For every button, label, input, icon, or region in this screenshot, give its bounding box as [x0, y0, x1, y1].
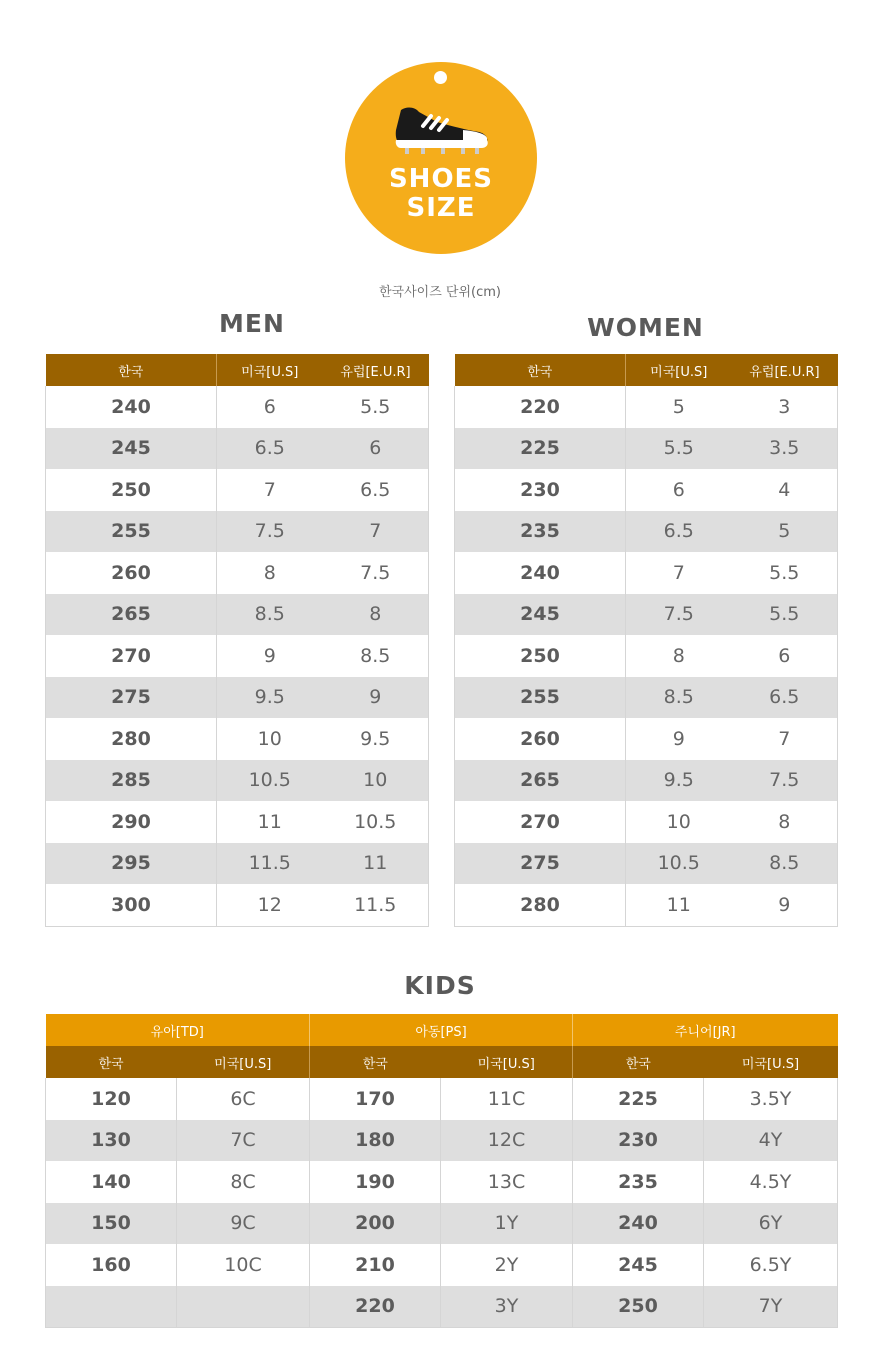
women-cell: 8.5 — [732, 843, 838, 885]
kids-size-row — [46, 1161, 838, 1203]
men-cell: 265 — [46, 594, 217, 636]
women-size-row — [455, 760, 838, 802]
men-size-row — [46, 843, 429, 885]
kids-cell: 2Y — [441, 1244, 573, 1286]
women-cell: 9 — [672, 727, 685, 750]
women-cell: 8.5 — [626, 677, 732, 719]
women-cell: 7 — [732, 718, 838, 760]
badge-title-line2: SIZE — [406, 193, 476, 223]
men-cell: 6.5 — [217, 428, 323, 470]
soccer-cleat-icon — [393, 104, 491, 156]
women-size-table — [454, 354, 838, 927]
men-size-row — [46, 760, 429, 802]
kids-cell: 13C — [441, 1161, 573, 1203]
women-cell: 5.5 — [732, 552, 838, 594]
men-cell: 12 — [217, 884, 323, 926]
kids-cell: 180 — [310, 1120, 441, 1162]
kids-cell: 160 — [46, 1244, 177, 1286]
kids-cell: 210 — [310, 1244, 441, 1286]
kids-header: 한국 — [573, 1046, 704, 1078]
men-cell: 10.5 — [323, 801, 429, 843]
women-cell: 225 — [455, 428, 626, 470]
men-cell: 6 — [263, 395, 276, 418]
women-cell: 11 — [626, 884, 732, 926]
women-cell: 7.5 — [626, 594, 732, 636]
women-size-row — [455, 843, 838, 885]
kids-cell: 130 — [46, 1120, 177, 1162]
men-size-row — [46, 677, 429, 719]
men-size-row — [46, 469, 429, 511]
women-size-row — [455, 884, 838, 926]
kids-size-table — [45, 1014, 838, 1328]
women-size-row — [455, 428, 838, 470]
women-cell: 6.5 — [732, 677, 838, 719]
kids-cell: 7Y — [704, 1286, 838, 1328]
kids-cell: 230 — [573, 1120, 704, 1162]
kids-cell: 8C — [177, 1161, 310, 1203]
women-size-row — [455, 552, 838, 594]
kids-cell: 120 — [46, 1078, 177, 1120]
men-cell: 255 — [46, 511, 217, 553]
men-cell: 275 — [46, 677, 217, 719]
men-cell: 8 — [323, 594, 429, 636]
badge-title-line1: SHOES — [388, 164, 494, 194]
women-cell: 235 — [455, 511, 626, 553]
men-size-row — [46, 718, 429, 760]
men-cell: 270 — [46, 635, 217, 677]
women-header-2: 유럽[E.U.R] — [732, 354, 838, 386]
men-size-row — [46, 635, 429, 677]
kids-size-row — [46, 1078, 838, 1120]
men-cell: 9 — [323, 677, 429, 719]
women-cell: 245 — [455, 594, 626, 636]
kids-cell: 7C — [177, 1120, 310, 1162]
women-cell: 8 — [672, 644, 685, 667]
women-cell: 3.5 — [732, 428, 838, 470]
kids-cell: 4Y — [704, 1120, 838, 1162]
kids-cell: 6.5Y — [704, 1244, 838, 1286]
men-cell: 240 — [46, 386, 217, 428]
women-cell: 5 — [672, 395, 685, 418]
kids-cell: 170 — [310, 1078, 441, 1120]
women-size-row — [455, 386, 838, 428]
men-header-0: 한국 — [46, 354, 217, 386]
women-cell: 3 — [732, 386, 838, 428]
kids-cell: 4.5Y — [704, 1161, 838, 1203]
women-cell: 5 — [732, 511, 838, 553]
women-cell: 220 — [455, 386, 626, 428]
women-cell: 10.5 — [626, 843, 732, 885]
women-cell: 5.5 — [626, 428, 732, 470]
women-cell: 6 — [672, 478, 685, 501]
men-cell: 245 — [46, 428, 217, 470]
kids-cell: 3Y — [441, 1286, 573, 1328]
men-size-row — [46, 594, 429, 636]
men-cell: 10.5 — [217, 760, 323, 802]
men-header-1: 미국[U.S] — [217, 354, 323, 386]
kids-cell: 245 — [573, 1244, 704, 1286]
kids-cell — [177, 1286, 310, 1328]
women-cell: 6 — [732, 635, 838, 677]
kids-header: 미국[U.S] — [177, 1046, 310, 1078]
women-cell: 5.5 — [732, 594, 838, 636]
kids-cell — [46, 1286, 177, 1328]
kids-cell: 12C — [441, 1120, 573, 1162]
men-cell: 10 — [323, 760, 429, 802]
kids-header: 미국[U.S] — [441, 1046, 573, 1078]
women-cell: 6.5 — [626, 511, 732, 553]
men-size-row — [46, 386, 429, 428]
men-size-row — [46, 801, 429, 843]
kids-cell: 6Y — [704, 1203, 838, 1245]
men-cell: 11 — [323, 843, 429, 885]
men-cell: 7.5 — [217, 511, 323, 553]
women-header-0: 한국 — [455, 354, 626, 386]
men-cell: 295 — [46, 843, 217, 885]
men-cell: 7 — [263, 478, 276, 501]
women-size-row — [455, 469, 838, 511]
men-cell: 250 — [46, 469, 217, 511]
kids-size-row — [46, 1286, 838, 1328]
kids-title: KIDS — [404, 971, 476, 1000]
women-size-row — [455, 511, 838, 553]
men-title: MEN — [219, 309, 285, 338]
men-cell: 9.5 — [323, 718, 429, 760]
men-cell: 6.5 — [323, 469, 429, 511]
kids-cell: 235 — [573, 1161, 704, 1203]
men-size-row — [46, 511, 429, 553]
women-cell: 7 — [672, 561, 685, 584]
women-cell: 230 — [455, 469, 626, 511]
men-header-2: 유럽[E.U.R] — [323, 354, 429, 386]
men-size-row — [46, 884, 429, 926]
kids-cell: 3.5Y — [704, 1078, 838, 1120]
kids-cell: 190 — [310, 1161, 441, 1203]
men-cell: 290 — [46, 801, 217, 843]
men-cell: 7.5 — [323, 552, 429, 594]
kids-cell: 150 — [46, 1203, 177, 1245]
women-cell: 240 — [455, 552, 626, 594]
men-cell: 285 — [46, 760, 217, 802]
kids-header: 한국 — [46, 1046, 177, 1078]
women-header-1: 미국[U.S] — [626, 354, 732, 386]
kids-header: 미국[U.S] — [704, 1046, 838, 1078]
men-size-row — [46, 428, 429, 470]
men-cell: 8.5 — [323, 635, 429, 677]
men-cell: 260 — [46, 552, 217, 594]
kids-size-row — [46, 1120, 838, 1162]
women-cell: 8 — [732, 801, 838, 843]
kids-cell: 250 — [573, 1286, 704, 1328]
women-size-row — [455, 594, 838, 636]
men-cell: 11 — [257, 810, 282, 833]
women-cell: 4 — [732, 469, 838, 511]
women-cell: 9.5 — [626, 760, 732, 802]
men-cell: 7 — [323, 511, 429, 553]
women-cell: 7.5 — [732, 760, 838, 802]
kids-cell: 10C — [177, 1244, 310, 1286]
men-cell: 10 — [257, 727, 282, 750]
women-cell: 265 — [455, 760, 626, 802]
kids-cell: 140 — [46, 1161, 177, 1203]
kids-group-header: 주니어[JR] — [573, 1014, 838, 1046]
women-size-row — [455, 801, 838, 843]
kids-size-row — [46, 1244, 838, 1286]
women-cell: 280 — [455, 884, 626, 926]
women-cell: 10 — [666, 810, 691, 833]
kids-header: 한국 — [310, 1046, 441, 1078]
unit-note: 한국사이즈 단위(cm) — [379, 285, 501, 300]
women-cell: 9 — [732, 884, 838, 926]
men-cell: 11.5 — [217, 843, 323, 885]
kids-cell: 240 — [573, 1203, 704, 1245]
women-cell: 260 — [455, 718, 626, 760]
women-size-row — [455, 718, 838, 760]
tag-hole — [434, 71, 447, 84]
women-size-row — [455, 677, 838, 719]
kids-cell: 1Y — [441, 1203, 573, 1245]
men-cell: 5.5 — [323, 386, 429, 428]
kids-group-header: 아동[PS] — [310, 1014, 573, 1046]
men-cell: 9.5 — [217, 677, 323, 719]
kids-cell: 11C — [441, 1078, 573, 1120]
men-size-row — [46, 552, 429, 594]
men-cell: 280 — [46, 718, 217, 760]
men-size-table — [45, 354, 429, 927]
kids-group-header: 유아[TD] — [46, 1014, 310, 1046]
men-cell: 11.5 — [323, 884, 429, 926]
men-cell: 300 — [46, 884, 217, 926]
kids-cell: 9C — [177, 1203, 310, 1245]
kids-size-row — [46, 1203, 838, 1245]
women-size-row — [455, 635, 838, 677]
men-cell: 6 — [323, 428, 429, 470]
women-title: WOMEN — [587, 313, 704, 342]
women-cell: 255 — [455, 677, 626, 719]
women-cell: 275 — [455, 843, 626, 885]
kids-cell: 225 — [573, 1078, 704, 1120]
kids-cell: 200 — [310, 1203, 441, 1245]
men-cell: 8 — [263, 561, 276, 584]
men-cell: 9 — [263, 644, 276, 667]
kids-cell: 6C — [177, 1078, 310, 1120]
women-cell: 270 — [455, 801, 626, 843]
men-cell: 8.5 — [217, 594, 323, 636]
women-cell: 250 — [455, 635, 626, 677]
kids-cell: 220 — [310, 1286, 441, 1328]
shoes-size-badge — [345, 62, 537, 254]
